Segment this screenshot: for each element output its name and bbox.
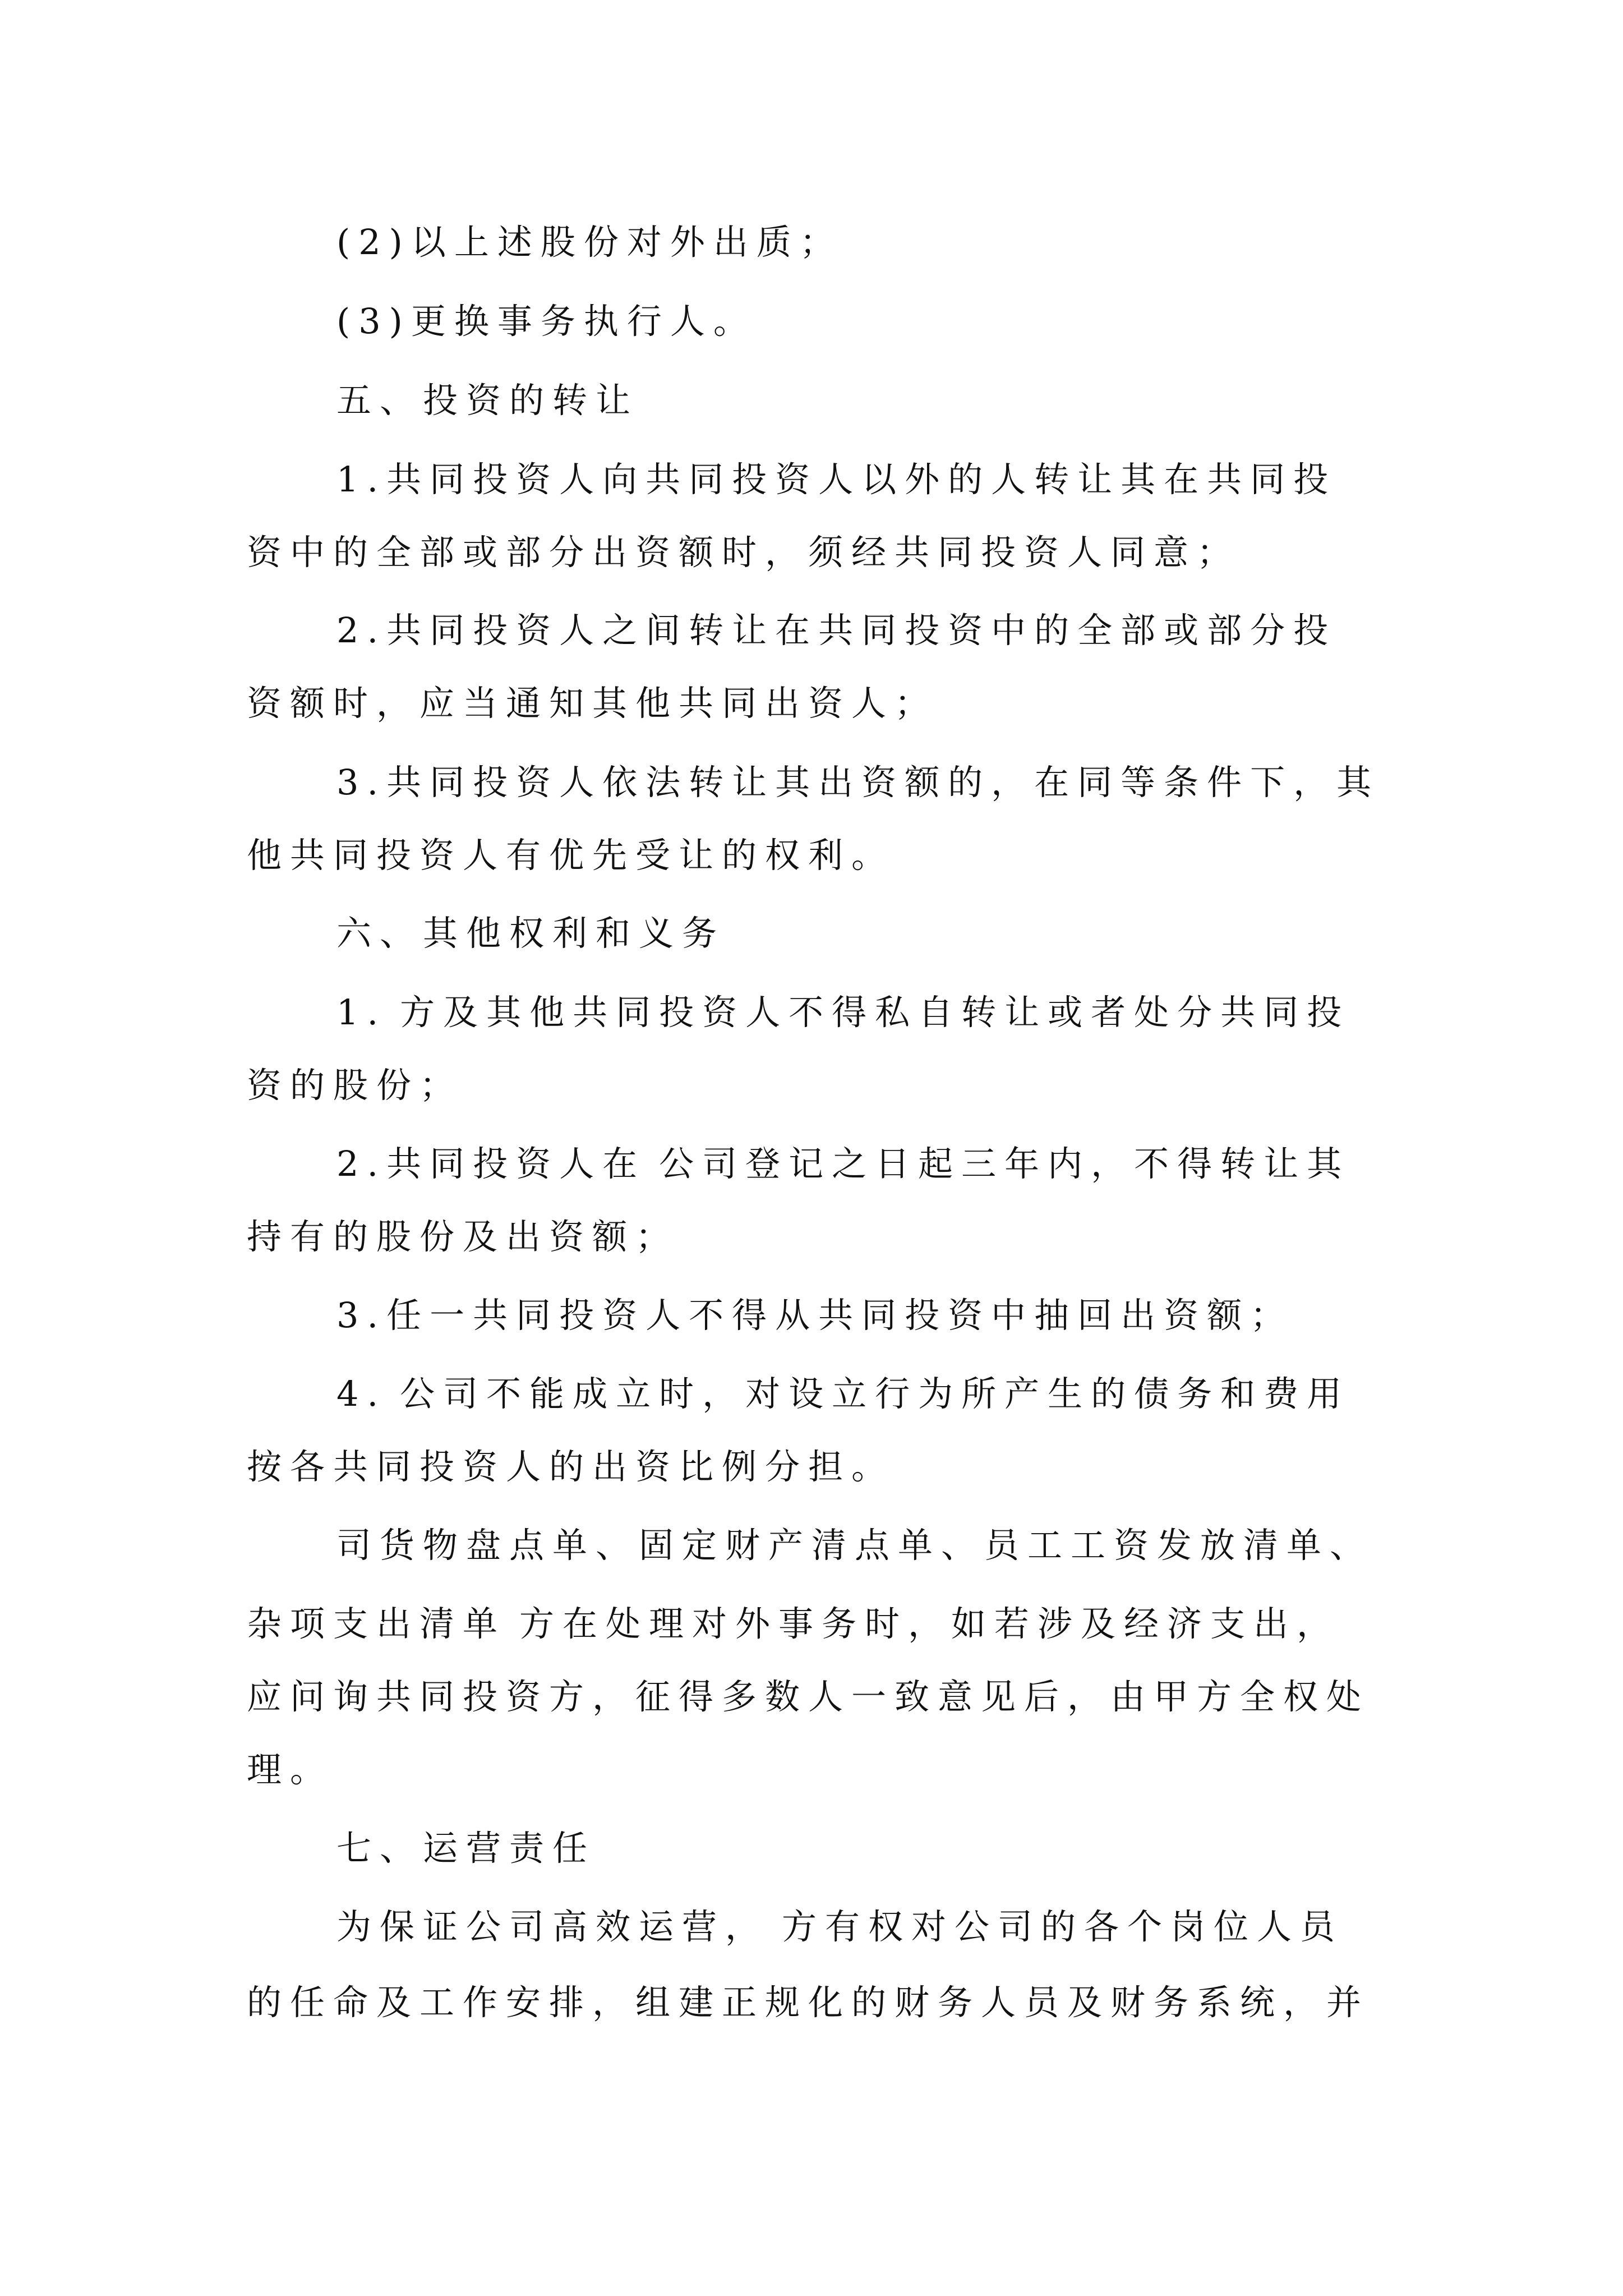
item-text: 2.共同投资人之间转让在共同投资中的全部或部分投 bbox=[336, 610, 1337, 651]
section6-item2-line2 bbox=[247, 1214, 679, 1259]
item-text: 资中的全部或部分出资额时，须经共同投资人同意； bbox=[247, 532, 1241, 573]
item-text: 3.共同投资人依法转让其出资额的，在同等条件下，其 bbox=[336, 762, 1380, 803]
section5-heading bbox=[336, 378, 639, 423]
section6-para-line4 bbox=[247, 1747, 333, 1792]
para-text: 理。 bbox=[247, 1749, 334, 1790]
item-text: 1.共同投资人向共同投资人以外的人转让其在共同投 bbox=[336, 459, 1337, 500]
section6-item3 bbox=[336, 1293, 1293, 1338]
section4-item3 bbox=[336, 299, 757, 344]
item-text: 方及其他共同投资人不得私自转让或者处分共同投 bbox=[400, 992, 1350, 1033]
item-number: 4. bbox=[336, 1373, 387, 1414]
section6-para-line2 bbox=[247, 1602, 1340, 1646]
section5-item3-line2 bbox=[247, 833, 895, 878]
section5-item2-line2 bbox=[247, 681, 938, 726]
section6-item2-line1 bbox=[336, 1142, 1350, 1186]
item-text: 资的股份； bbox=[247, 1065, 463, 1106]
item-text: 公司不能成立时，对设立行为所产生的债务和费用 bbox=[400, 1373, 1350, 1414]
section6-item4-line1 bbox=[336, 1372, 1350, 1416]
item-text: 按各共同投资人的出资比例分担。 bbox=[247, 1446, 895, 1487]
item-text: 他共同投资人有优先受让的权利。 bbox=[247, 835, 895, 876]
item-text: (3)更换事务执行人。 bbox=[336, 301, 757, 342]
section6-item1-line2 bbox=[247, 1063, 463, 1108]
section7-para-line2 bbox=[247, 1980, 1370, 2025]
para-text: 的任命及工作安排，组建正规化的财务人员及财务系统，并 bbox=[247, 1982, 1370, 2023]
section5-item1-line1 bbox=[336, 457, 1336, 502]
heading-text: 六、其他权利和义务 bbox=[336, 913, 726, 954]
section6-heading bbox=[336, 911, 725, 956]
section6-item4-line2 bbox=[247, 1444, 895, 1489]
item-text: 资额时，应当通知其他共同出资人； bbox=[247, 683, 938, 724]
item-text: 2.共同投资人在 bbox=[336, 1143, 646, 1184]
para-text: 方在处理对外事务时，如若涉及经济支出， bbox=[519, 1603, 1340, 1644]
para-text: 应问询共同投资方，征得多数人一致意见后，由甲方全权处 bbox=[247, 1676, 1370, 1717]
section7-heading bbox=[336, 1826, 596, 1871]
para-text: 杂项支出清单 bbox=[247, 1603, 506, 1644]
section6-item1-line1 bbox=[336, 990, 1350, 1035]
section6-para-line3 bbox=[247, 1674, 1370, 1719]
para-text: 为保证公司高效运营， bbox=[336, 1906, 769, 1947]
section7-para-line1 bbox=[336, 1904, 1343, 1949]
item-number: 1. bbox=[336, 992, 387, 1033]
para-text: 司货物盘点单、固定财产清点单、员工工资发放清单、 bbox=[336, 1525, 1373, 1566]
section6-para-line1 bbox=[336, 1523, 1373, 1568]
item-text: 持有的股份及出资额； bbox=[247, 1216, 679, 1257]
section5-item1-line2 bbox=[247, 530, 1240, 575]
item-text: 3.任一共同投资人不得从共同投资中抽回出资额； bbox=[336, 1295, 1294, 1336]
para-text: 方有权对公司的各个岗位人员 bbox=[782, 1906, 1344, 1947]
heading-text: 五、投资的转让 bbox=[336, 380, 639, 421]
section5-item3-line1 bbox=[336, 760, 1380, 805]
section5-item2-line1 bbox=[336, 608, 1336, 653]
heading-text: 七、运营责任 bbox=[336, 1828, 596, 1869]
section4-item2 bbox=[336, 220, 843, 265]
item-text: 公司登记之日起三年内，不得转让其 bbox=[659, 1143, 1350, 1184]
item-text: (2)以上述股份对外出质； bbox=[336, 222, 843, 263]
